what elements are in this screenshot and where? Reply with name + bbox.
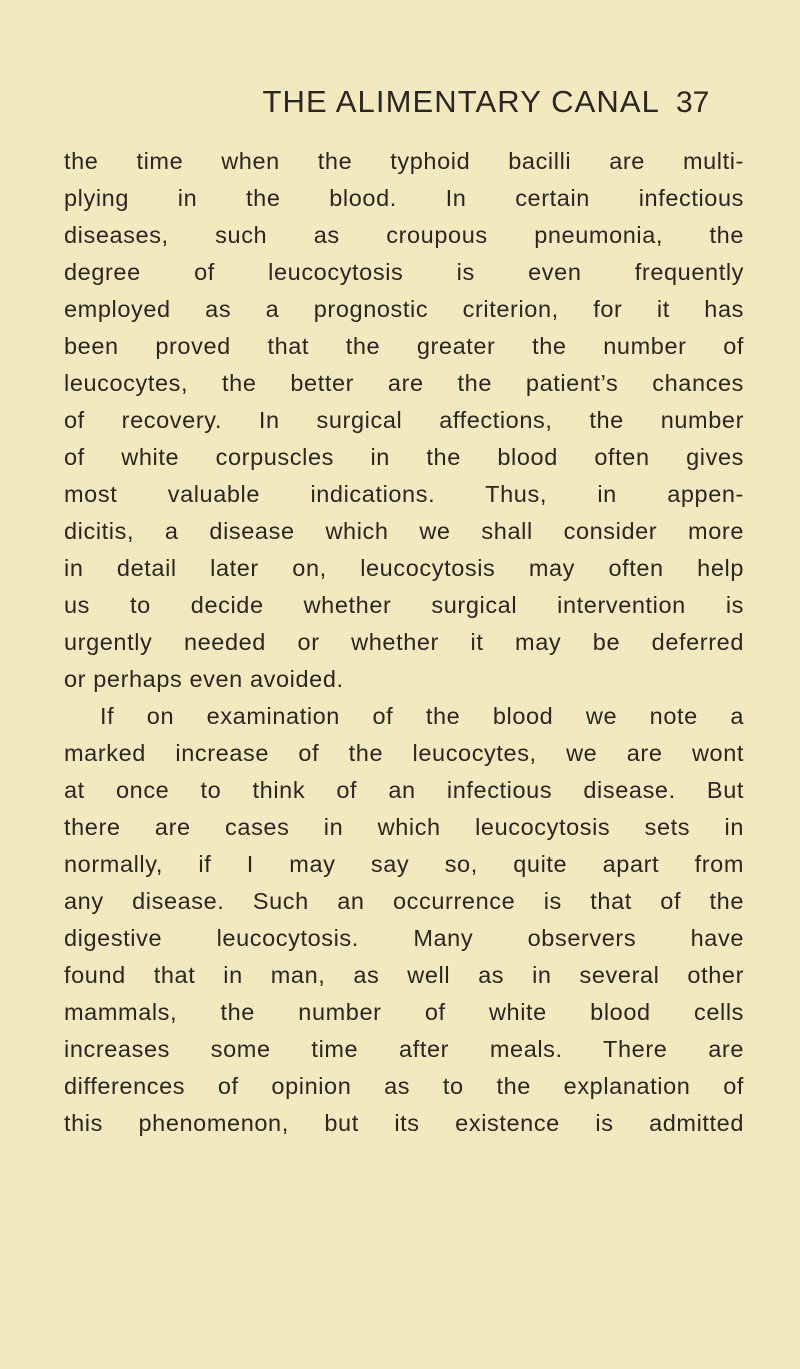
text-line: degree of leucocytosis is even frequently — [64, 259, 744, 285]
text-line: increases some time after meals. There are — [64, 1036, 744, 1062]
text-line: any disease. Such an occurrence is that of the — [64, 888, 744, 914]
text-line: differences of opinion as to the explanation of — [64, 1073, 744, 1099]
page-number: 37 — [676, 86, 710, 119]
text-line: marked increase of the leucocytes, we are wont — [64, 740, 744, 766]
text-line: or perhaps even avoided. — [64, 666, 344, 692]
text-line: us to decide whether surgical intervention is — [64, 592, 744, 618]
text-line: of white corpuscles in the blood often gives — [64, 444, 744, 470]
text-line: found that in man, as well as in several other — [64, 962, 744, 988]
text-line: at once to think of an infectious disease. But — [64, 777, 744, 803]
text-line: there are cases in which leucocytosis sets in — [64, 814, 744, 840]
text-line: diseases, such as croupous pneumonia, the — [64, 222, 744, 248]
text-line: the time when the typhoid bacilli are multi- — [64, 148, 744, 174]
text-line: in detail later on, leucocytosis may often help — [64, 555, 744, 581]
text-line: most valuable indications. Thus, in appen- — [64, 481, 744, 507]
text-line: of recovery. In surgical affections, the number — [64, 407, 744, 433]
text-line: leucocytes, the better are the patient’s chances — [64, 370, 744, 396]
paragraph-start-line: If on examination of the blood we note a — [100, 703, 744, 729]
text-line: urgently needed or whether it may be deferred — [64, 629, 744, 655]
text-line: normally, if I may say so, quite apart from — [64, 851, 744, 877]
body-text — [64, 143, 744, 1142]
text-line: plying in the blood. In certain infectious — [64, 185, 744, 211]
running-head: THE ALIMENTARY CANAL — [262, 84, 660, 119]
text-line: been proved that the greater the number of — [64, 333, 744, 359]
text-line: this phenomenon, but its existence is admitted — [64, 1110, 744, 1136]
text-line: dicitis, a disease which we shall consider more — [64, 518, 744, 544]
page-header — [0, 84, 800, 134]
text-line: mammals, the number of white blood cells — [64, 999, 744, 1025]
text-line: digestive leucocytosis. Many observers have — [64, 925, 744, 951]
text-line: employed as a prognostic criterion, for it has — [64, 296, 744, 322]
